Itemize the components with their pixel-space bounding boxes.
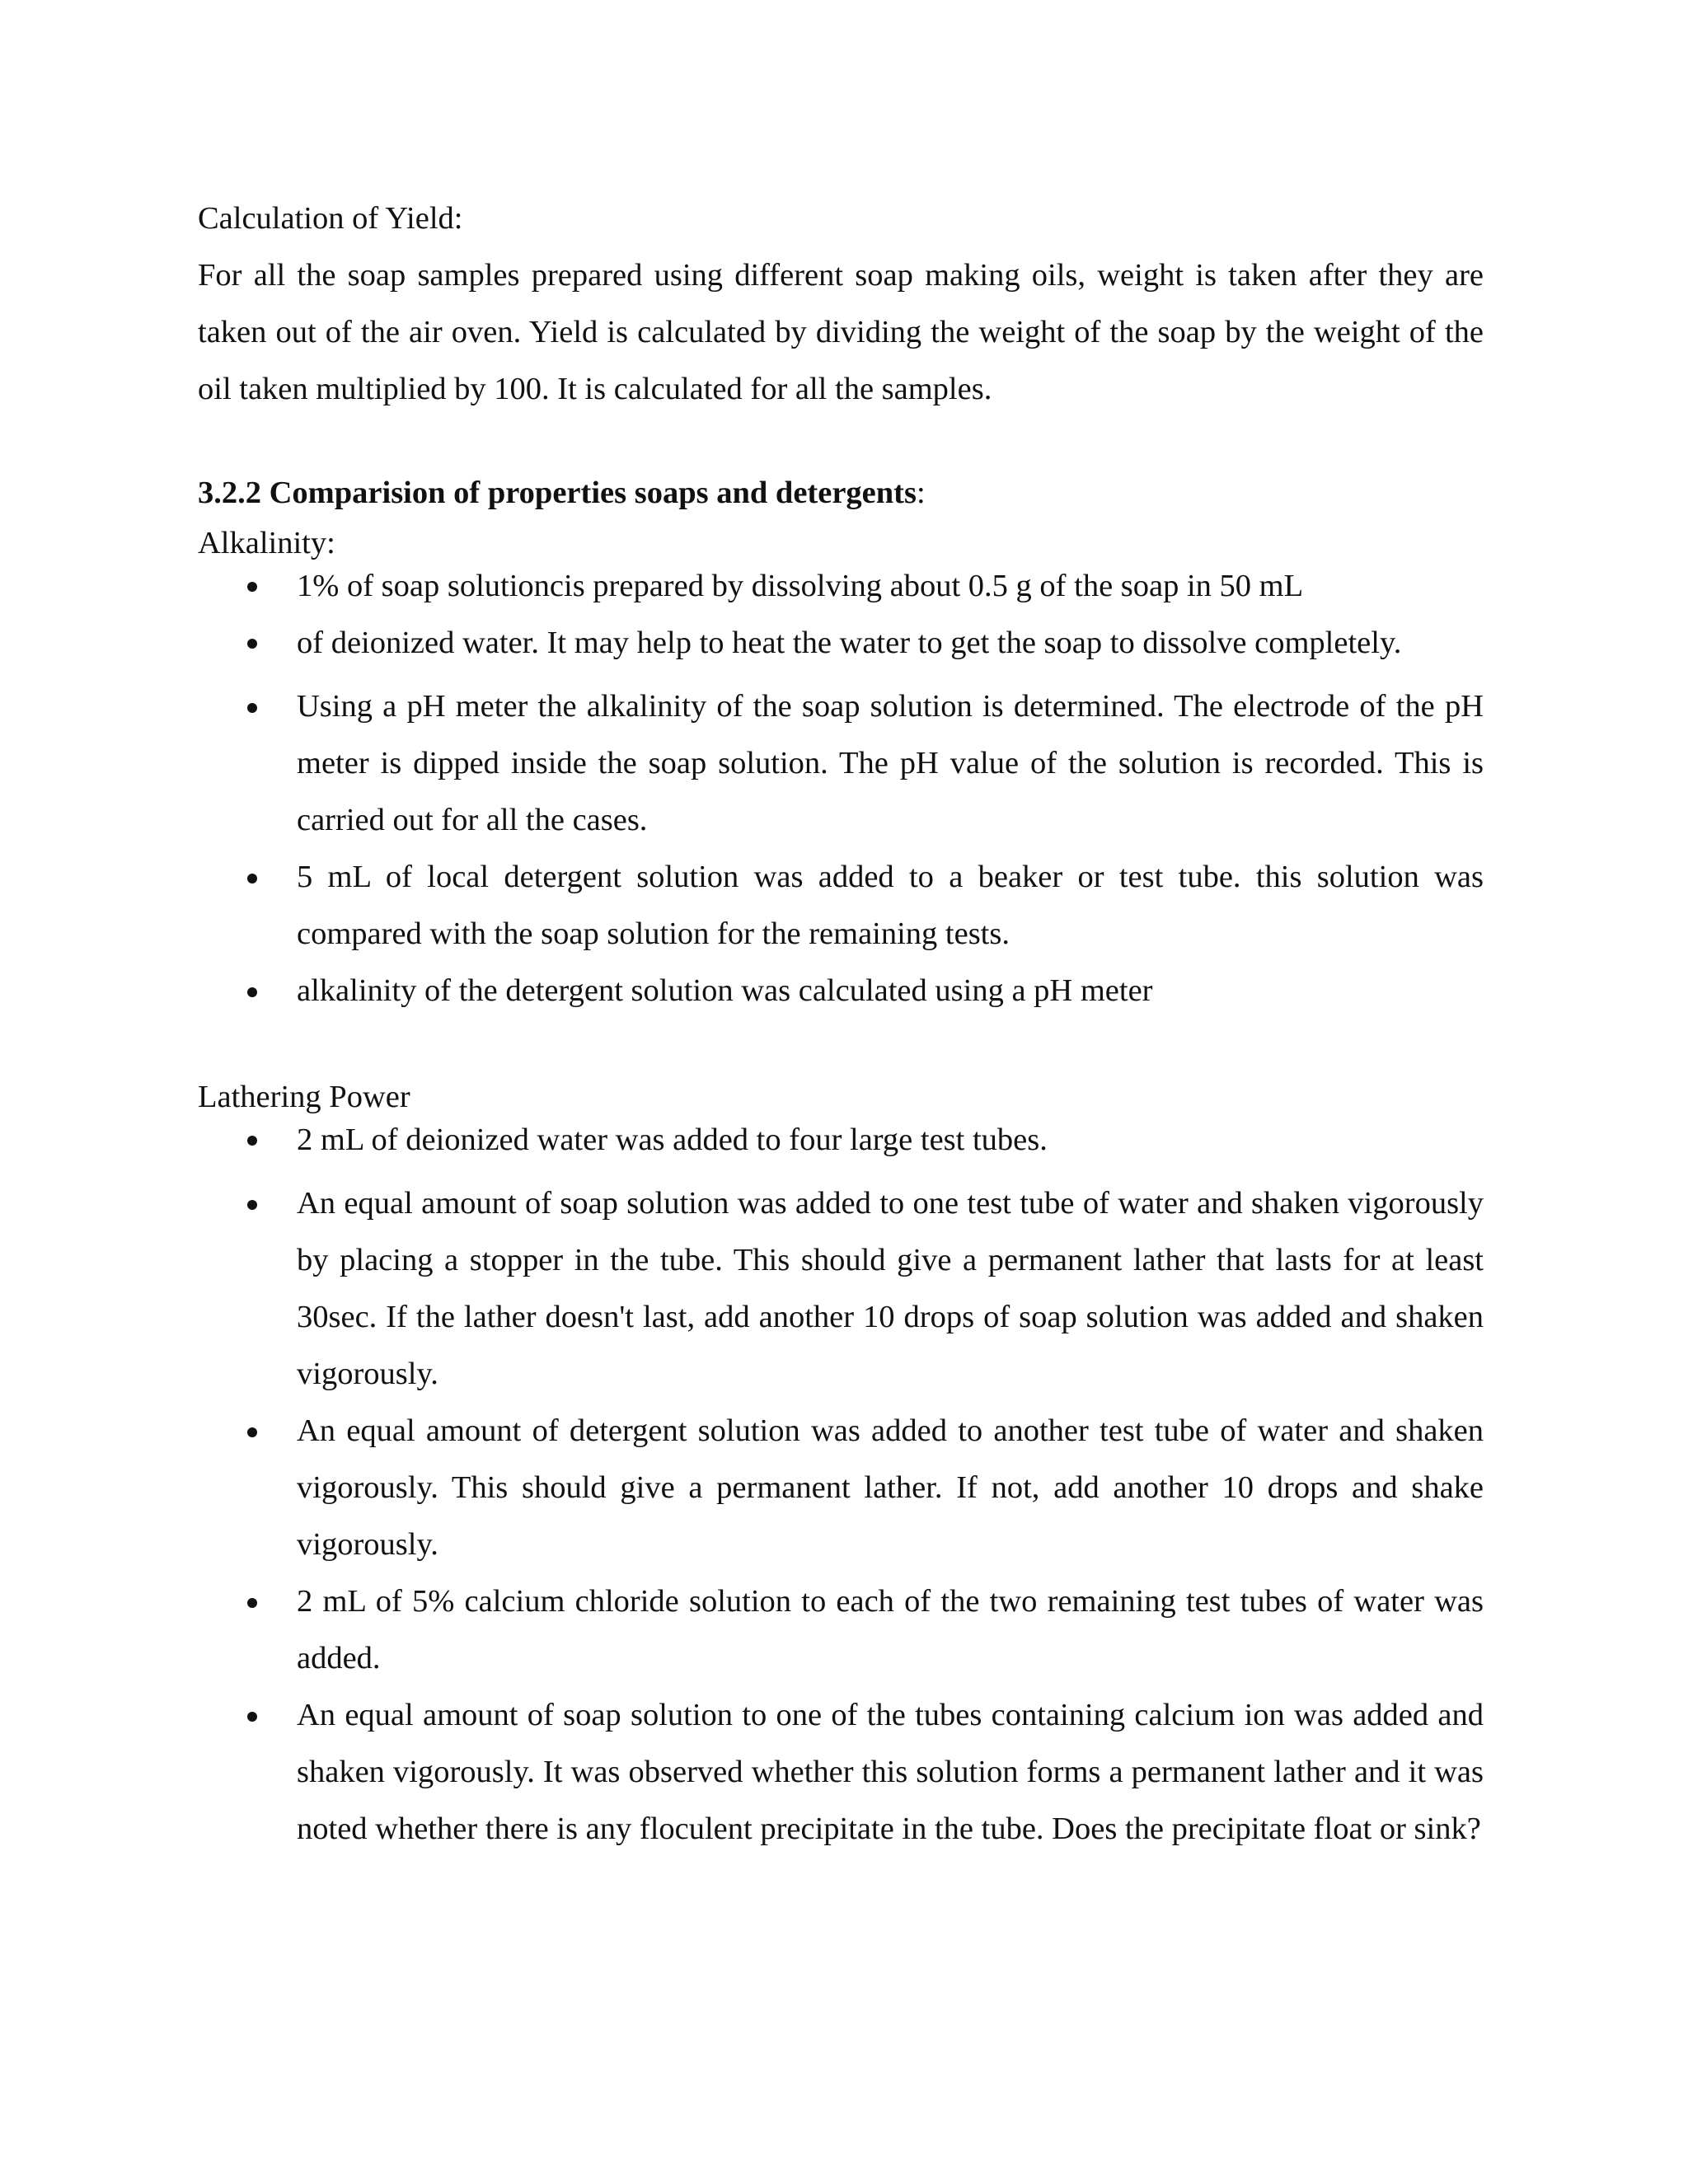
list-item bbox=[198, 1118, 1484, 1161]
list-item bbox=[198, 565, 1484, 607]
document-page bbox=[198, 190, 1484, 1858]
section-heading-text: 3.2.2 Comparision of properties soaps and detergents bbox=[198, 476, 917, 510]
bullet-icon bbox=[247, 582, 257, 592]
list-item-text: An equal amount of detergent solution was added to another test tube of water and shaken vigorously. This should give a permanent lather. If not, add another 10 drops and shake vigorously. bbox=[297, 1413, 1484, 1562]
alkalinity-title: Alkalinity: bbox=[198, 526, 335, 560]
bullet-icon bbox=[247, 1598, 257, 1608]
yield-paragraph: For all the soap samples prepared using different soap making oils, weight is taken after they are taken out of the air oven. Yield is calculated by dividing the weight of the soap by the weight of the oil taken multiplied by 100. It is calculated for all the samples. bbox=[198, 258, 1484, 406]
list-item bbox=[198, 1175, 1484, 1403]
list-item-text: 1% of soap solutioncis prepared by dissolving about 0.5 g of the soap in 50 mL bbox=[297, 569, 1304, 603]
list-item bbox=[198, 1687, 1484, 1858]
lathering-title: Lathering Power bbox=[198, 1080, 410, 1114]
alkalinity-list bbox=[198, 565, 1484, 1019]
bullet-icon bbox=[247, 987, 257, 997]
list-item-text: 5 mL of local detergent solution was added to a beaker or test tube. this solution was compared with the soap solution for the remaining tests. bbox=[297, 860, 1484, 951]
list-item-text: Using a pH meter the alkalinity of the soap solution is determined. The electrode of the pH meter is dipped inside the soap solution. The pH value of the solution is recorded. This is carried out for all the cases. bbox=[297, 689, 1484, 837]
bullet-icon bbox=[247, 703, 257, 713]
list-item-text: of deionized water. It may help to heat the water to get the soap to dissolve completely. bbox=[297, 626, 1402, 660]
list-item-text: An equal amount of soap solution was added to one test tube of water and shaken vigorously by placing a stopper in the tube. This should give a permanent lather that lasts for at least 30sec. If the lather doesn't last, add another 10 drops of soap solution was added and shaken vigorously. bbox=[297, 1186, 1484, 1391]
lathering-list bbox=[198, 1118, 1484, 1858]
list-item-text: 2 mL of 5% calcium chloride solution to each of the two remaining test tubes of water was added. bbox=[297, 1584, 1484, 1675]
list-item bbox=[198, 678, 1484, 849]
section-heading bbox=[198, 464, 1484, 522]
list-item bbox=[198, 621, 1484, 664]
list-item-text: alkalinity of the detergent solution was calculated using a pH meter bbox=[297, 973, 1153, 1008]
list-item bbox=[198, 1403, 1484, 1573]
list-item-text: An equal amount of soap solution to one of the tubes containing calcium ion was added and shaken vigorously. It was observed whether this solution forms a permanent lather and it was noted whether there is any floculent precipitate in the tube. Does the precipitate float or sink? bbox=[297, 1698, 1484, 1846]
list-item bbox=[198, 963, 1484, 1019]
bullet-icon bbox=[247, 874, 257, 883]
list-item bbox=[198, 849, 1484, 963]
yield-title: Calculation of Yield: bbox=[198, 201, 463, 236]
section-heading-colon: : bbox=[916, 476, 926, 510]
bullet-icon bbox=[247, 1427, 257, 1437]
list-item-text: 2 mL of deionized water was added to four large test tubes. bbox=[297, 1122, 1048, 1157]
bullet-icon bbox=[247, 1200, 257, 1210]
bullet-icon bbox=[247, 1136, 257, 1146]
bullet-icon bbox=[247, 639, 257, 649]
list-item bbox=[198, 1573, 1484, 1687]
bullet-icon bbox=[247, 1712, 257, 1722]
